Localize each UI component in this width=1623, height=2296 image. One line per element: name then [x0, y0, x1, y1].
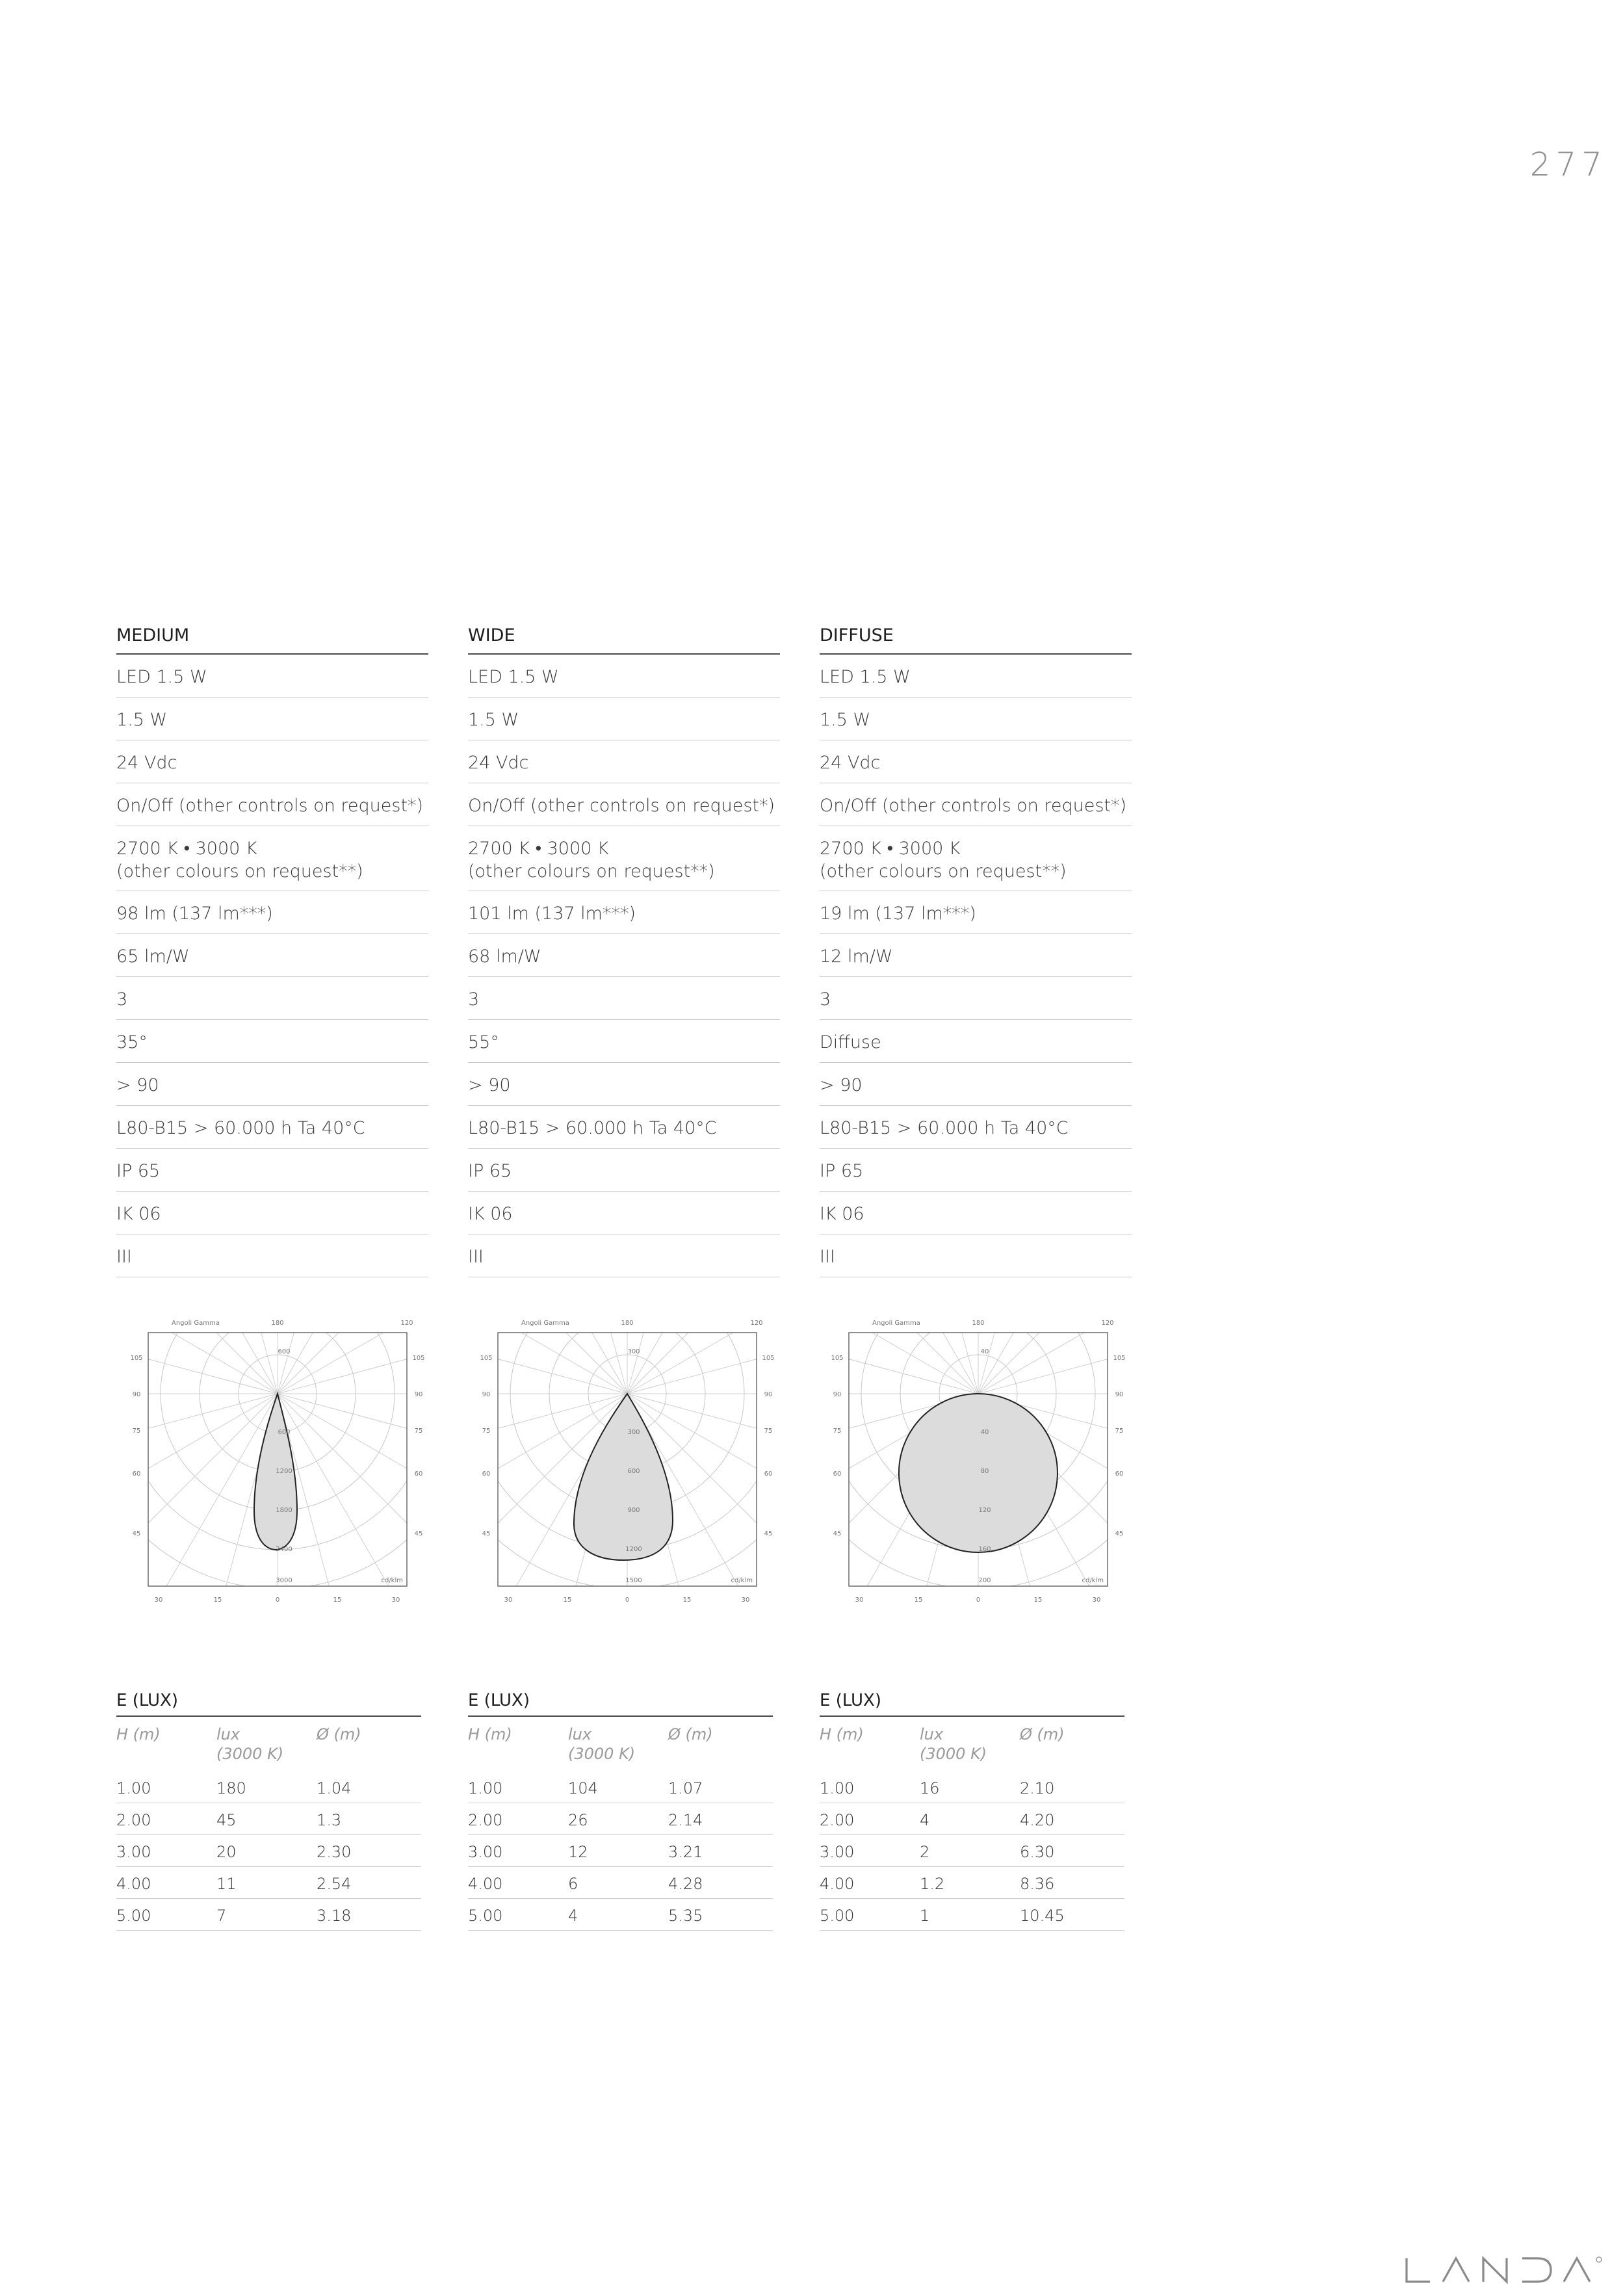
table-row	[468, 1867, 773, 1899]
table-row	[116, 1867, 421, 1899]
spec-power: 1.5 W	[820, 698, 1132, 740]
cell-diameter: 8.36	[1020, 1875, 1055, 1893]
spec-colour-note: (other colours on request**)	[116, 861, 363, 881]
spec-cri: > 90	[820, 1063, 1132, 1106]
radial-scale-label: 600	[278, 1429, 291, 1436]
cell-diameter: 2.10	[1020, 1779, 1055, 1797]
cell-lux: 45	[216, 1811, 237, 1829]
light-distribution-curve	[899, 1394, 1058, 1552]
side-angle-label-right: 90	[764, 1391, 773, 1398]
spec-source: LED 1.5 W	[820, 655, 1132, 698]
cell-lux: 6	[568, 1875, 578, 1893]
spec-control: On/Off (other controls on request*)	[116, 783, 428, 826]
cell-lux: 1	[920, 1907, 930, 1925]
radial-scale-label: 600	[278, 1348, 291, 1355]
table-row	[820, 1867, 1124, 1899]
radial-scale-label: 2400	[276, 1546, 292, 1553]
table-row	[468, 1899, 773, 1931]
radial-scale-label: 200	[978, 1577, 991, 1584]
angle-label: Angoli Gamma	[172, 1320, 220, 1327]
table-row	[116, 1771, 421, 1803]
spec-colour-note: (other colours on request**)	[820, 861, 1067, 881]
cell-lux: 4	[920, 1811, 930, 1829]
radial-scale-label: 300	[627, 1348, 640, 1355]
cell-lux: 26	[568, 1811, 588, 1829]
lux-table-header	[820, 1717, 1124, 1771]
header-lux: lux	[216, 1725, 240, 1743]
spec-flux: 98 lm (137 lm***)	[116, 891, 428, 934]
lux-table-header	[468, 1717, 773, 1771]
radial-scale-label: 40	[980, 1348, 989, 1355]
top-angle-label: 120	[400, 1320, 413, 1327]
side-angle-label-right: 105	[412, 1355, 425, 1362]
spec-colour-temp-value: 2700 K • 3000 K	[468, 839, 609, 859]
light-distribution-curve	[574, 1394, 673, 1560]
top-angle-label: 120	[750, 1320, 763, 1327]
grid-ray	[278, 1309, 412, 1394]
cell-lux: 16	[920, 1779, 940, 1797]
side-angle-label-left: 45	[482, 1530, 491, 1537]
side-angle-label-left: 75	[833, 1428, 842, 1435]
cell-diameter: 1.3	[317, 1811, 342, 1829]
header-cct: (3000 K)	[216, 1745, 284, 1763]
side-angle-label-left: 45	[833, 1530, 842, 1537]
side-angle-label-left: 90	[833, 1391, 842, 1398]
spec-voltage: 24 Vdc	[820, 740, 1132, 783]
cell-diameter: 2.14	[668, 1811, 703, 1829]
bottom-angle-label: 30	[391, 1597, 400, 1604]
header-height: H (m)	[116, 1725, 161, 1743]
header-lux: lux	[920, 1725, 944, 1743]
side-angle-label-left: 90	[482, 1391, 491, 1398]
spec-efficacy: 68 lm/W	[468, 934, 780, 977]
lux-table-wide	[468, 1688, 773, 1931]
grid-ray	[275, 1394, 445, 1615]
spec-cri: > 90	[116, 1063, 428, 1106]
grid-ray	[978, 1309, 1113, 1394]
cell-height: 4.00	[820, 1875, 855, 1893]
cell-height: 5.00	[820, 1907, 855, 1925]
header-diameter: Ø (m)	[1020, 1725, 1065, 1743]
spec-class: III	[468, 1234, 780, 1277]
table-row	[116, 1899, 421, 1931]
top-angle-label: 180	[972, 1320, 985, 1327]
table-row	[468, 1771, 773, 1803]
cell-diameter: 2.54	[317, 1875, 352, 1893]
cell-lux: 7	[216, 1907, 227, 1925]
header-cct: (3000 K)	[568, 1745, 636, 1763]
grid-ray	[278, 1309, 445, 1394]
spec-source: LED 1.5 W	[468, 655, 780, 698]
lux-table-header	[116, 1717, 421, 1771]
cell-lux: 180	[216, 1779, 246, 1797]
grid-ray	[627, 1309, 762, 1394]
cell-height: 3.00	[116, 1843, 151, 1861]
cell-height: 3.00	[468, 1843, 503, 1861]
unit-label: cd/klm	[1082, 1577, 1104, 1584]
side-angle-label-right: 75	[1115, 1428, 1124, 1435]
radial-scale-label: 900	[627, 1507, 640, 1514]
cell-height: 1.00	[468, 1779, 503, 1797]
table-row	[468, 1835, 773, 1867]
cell-lux: 20	[216, 1843, 237, 1861]
bottom-angle-label: 15	[914, 1597, 923, 1604]
spec-ik: IK 06	[820, 1192, 1132, 1234]
lux-table-diffuse	[820, 1688, 1124, 1931]
spec-macadam: 3	[468, 977, 780, 1020]
side-angle-label-right: 60	[414, 1470, 423, 1478]
side-angle-label-right: 75	[414, 1428, 423, 1435]
spec-flux: 101 lm (137 lm***)	[468, 891, 780, 934]
cell-height: 1.00	[820, 1779, 855, 1797]
spec-power: 1.5 W	[468, 698, 780, 740]
angle-label: Angoli Gamma	[872, 1320, 920, 1327]
cell-height: 5.00	[468, 1907, 503, 1925]
grid-ray	[278, 1309, 445, 1394]
bottom-angle-label: 0	[976, 1597, 981, 1604]
bottom-angle-label: 30	[855, 1597, 864, 1604]
polar-diagram-svg	[120, 1309, 445, 1615]
cell-height: 1.00	[116, 1779, 151, 1797]
spec-macadam: 3	[116, 977, 428, 1020]
top-angle-label: 180	[621, 1320, 634, 1327]
top-angle-label: 120	[1101, 1320, 1114, 1327]
cell-height: 2.00	[116, 1811, 151, 1829]
polar-diagram-svg	[820, 1309, 1145, 1615]
column-title: DIFFUSE	[820, 623, 1132, 655]
cell-diameter: 1.04	[317, 1779, 352, 1797]
bottom-angle-label: 30	[504, 1597, 513, 1604]
grid-ray	[627, 1309, 794, 1394]
table-row	[116, 1803, 421, 1835]
polar-diagram-svg	[469, 1309, 794, 1615]
side-angle-label-left: 90	[132, 1391, 141, 1398]
spec-ip: IP 65	[116, 1149, 428, 1192]
radial-scale-label: 40	[980, 1429, 989, 1436]
page-number: 277	[1529, 146, 1607, 183]
column-title: MEDIUM	[116, 623, 428, 655]
header-height: H (m)	[820, 1725, 864, 1743]
cell-lux: 11	[216, 1875, 237, 1893]
cell-height: 2.00	[468, 1811, 503, 1829]
bottom-angle-label: 15	[563, 1597, 572, 1604]
polar-diagram-wide	[469, 1309, 794, 1615]
bottom-angle-label: 15	[1033, 1597, 1043, 1604]
top-angle-label: 180	[271, 1320, 284, 1327]
cell-diameter: 3.21	[668, 1843, 703, 1861]
spec-control: On/Off (other controls on request*)	[468, 783, 780, 826]
spec-class: III	[116, 1234, 428, 1277]
table-row	[468, 1803, 773, 1835]
radial-scale-label: 160	[978, 1546, 991, 1553]
landa-logo-mark	[1404, 2256, 1605, 2284]
header-height: H (m)	[468, 1725, 512, 1743]
spec-beam: 55°	[468, 1020, 780, 1063]
spec-colour-temp	[116, 826, 428, 891]
side-angle-label-left: 45	[132, 1530, 141, 1537]
cell-diameter: 6.30	[1020, 1843, 1055, 1861]
header-diameter: Ø (m)	[668, 1725, 713, 1743]
side-angle-label-left: 60	[132, 1470, 141, 1478]
side-angle-label-left: 75	[482, 1428, 491, 1435]
cell-diameter: 2.30	[317, 1843, 352, 1861]
lux-table-title: E (LUX)	[820, 1688, 1124, 1717]
cell-diameter: 4.20	[1020, 1811, 1055, 1829]
grid-ray	[978, 1309, 1145, 1394]
header-diameter: Ø (m)	[317, 1725, 361, 1743]
spec-ik: IK 06	[468, 1192, 780, 1234]
side-angle-label-right: 90	[1115, 1391, 1124, 1398]
header-cct: (3000 K)	[920, 1745, 987, 1763]
spec-beam: Diffuse	[820, 1020, 1132, 1063]
grid-ray	[275, 1394, 445, 1615]
spec-efficacy: 65 lm/W	[116, 934, 428, 977]
table-row	[820, 1835, 1124, 1867]
spec-ik: IK 06	[116, 1192, 428, 1234]
grid-ray	[627, 1309, 794, 1394]
side-angle-label-right: 105	[762, 1355, 775, 1362]
side-angle-label-right: 90	[414, 1391, 423, 1398]
spec-lifetime: L80-B15 > 60.000 h Ta 40°C	[820, 1106, 1132, 1149]
grid-ray	[978, 1309, 1145, 1394]
cell-lux: 2	[920, 1843, 930, 1861]
spec-column-diffuse	[820, 623, 1132, 1277]
bottom-angle-label: 0	[625, 1597, 630, 1604]
spec-voltage: 24 Vdc	[116, 740, 428, 783]
bottom-angle-label: 15	[682, 1597, 692, 1604]
unit-label: cd/klm	[731, 1577, 753, 1584]
cell-diameter: 1.07	[668, 1779, 703, 1797]
table-row	[820, 1803, 1124, 1835]
cell-height: 2.00	[820, 1811, 855, 1829]
cell-diameter: 10.45	[1020, 1907, 1065, 1925]
cell-height: 3.00	[820, 1843, 855, 1861]
cell-height: 4.00	[116, 1875, 151, 1893]
lux-table-title: E (LUX)	[116, 1688, 421, 1717]
grid-ray	[978, 1309, 1145, 1394]
polar-diagram-medium	[120, 1309, 445, 1615]
grid-ray	[275, 1394, 445, 1615]
side-angle-label-left: 60	[482, 1470, 491, 1478]
cell-height: 5.00	[116, 1907, 151, 1925]
grid-ray	[278, 1309, 445, 1394]
spec-class: III	[820, 1234, 1132, 1277]
unit-label: cd/klm	[381, 1577, 403, 1584]
side-angle-label-right: 60	[764, 1470, 773, 1478]
table-row	[116, 1835, 421, 1867]
header-lux: lux	[568, 1725, 592, 1743]
side-angle-label-left: 105	[831, 1355, 844, 1362]
table-row	[820, 1771, 1124, 1803]
side-angle-label-right: 45	[414, 1530, 423, 1537]
cell-lux: 1.2	[920, 1875, 945, 1893]
spec-macadam: 3	[820, 977, 1132, 1020]
lux-table-medium	[116, 1688, 421, 1931]
side-angle-label-left: 60	[833, 1470, 842, 1478]
cell-lux: 104	[568, 1779, 598, 1797]
cell-diameter: 5.35	[668, 1907, 703, 1925]
lux-table-title: E (LUX)	[468, 1688, 773, 1717]
spec-column-medium	[116, 623, 428, 1277]
radial-scale-label: 120	[978, 1507, 991, 1514]
spec-beam: 35°	[116, 1020, 428, 1063]
spec-lifetime: L80-B15 > 60.000 h Ta 40°C	[116, 1106, 428, 1149]
grid-ray	[278, 1309, 445, 1394]
spec-colour-note: (other colours on request**)	[468, 861, 715, 881]
cell-diameter: 4.28	[668, 1875, 703, 1893]
polar-diagram-diffuse	[820, 1309, 1145, 1615]
cell-lux: 12	[568, 1843, 588, 1861]
bottom-angle-label: 15	[333, 1597, 342, 1604]
bottom-angle-label: 15	[213, 1597, 222, 1604]
spec-column-wide	[468, 623, 780, 1277]
landa-logo	[1404, 2256, 1605, 2284]
cell-height: 4.00	[468, 1875, 503, 1893]
radial-scale-label: 600	[627, 1468, 640, 1475]
bottom-angle-label: 30	[1092, 1597, 1101, 1604]
grid-ray	[627, 1309, 794, 1394]
side-angle-label-left: 105	[130, 1355, 143, 1362]
spec-cri: > 90	[468, 1063, 780, 1106]
cell-diameter: 3.18	[317, 1907, 352, 1925]
spec-efficacy: 12 lm/W	[820, 934, 1132, 977]
spec-ip: IP 65	[468, 1149, 780, 1192]
spec-source: LED 1.5 W	[116, 655, 428, 698]
spec-control: On/Off (other controls on request*)	[820, 783, 1132, 826]
side-angle-label-right: 45	[1115, 1530, 1124, 1537]
bottom-angle-label: 30	[741, 1597, 750, 1604]
spec-power: 1.5 W	[116, 698, 428, 740]
spec-colour-temp	[468, 826, 780, 891]
radial-scale-label: 80	[980, 1468, 989, 1475]
radial-scale-label: 300	[627, 1429, 640, 1436]
table-row	[820, 1899, 1124, 1931]
side-angle-label-right: 45	[764, 1530, 773, 1537]
spec-colour-temp-value: 2700 K • 3000 K	[820, 839, 961, 859]
side-angle-label-right: 75	[764, 1428, 773, 1435]
side-angle-label-right: 60	[1115, 1470, 1124, 1478]
spec-colour-temp	[820, 826, 1132, 891]
radial-scale-label: 1500	[625, 1577, 642, 1584]
spec-colour-temp-value: 2700 K • 3000 K	[116, 839, 257, 859]
cell-lux: 4	[568, 1907, 578, 1925]
radial-scale-label: 3000	[276, 1577, 292, 1584]
bottom-angle-label: 30	[154, 1597, 163, 1604]
side-angle-label-right: 105	[1113, 1355, 1126, 1362]
radial-scale-label: 1200	[276, 1468, 292, 1475]
side-angle-label-left: 75	[132, 1428, 141, 1435]
side-angle-label-left: 105	[480, 1355, 493, 1362]
grid-ray	[978, 1309, 1145, 1394]
spec-flux: 19 lm (137 lm***)	[820, 891, 1132, 934]
spec-ip: IP 65	[820, 1149, 1132, 1192]
grid-ray	[627, 1309, 794, 1394]
spec-lifetime: L80-B15 > 60.000 h Ta 40°C	[468, 1106, 780, 1149]
spec-voltage: 24 Vdc	[468, 740, 780, 783]
column-title: WIDE	[468, 623, 780, 655]
radial-scale-label: 1200	[625, 1546, 642, 1553]
radial-scale-label: 1800	[276, 1507, 292, 1514]
bottom-angle-label: 0	[275, 1597, 280, 1604]
angle-label: Angoli Gamma	[521, 1320, 569, 1327]
